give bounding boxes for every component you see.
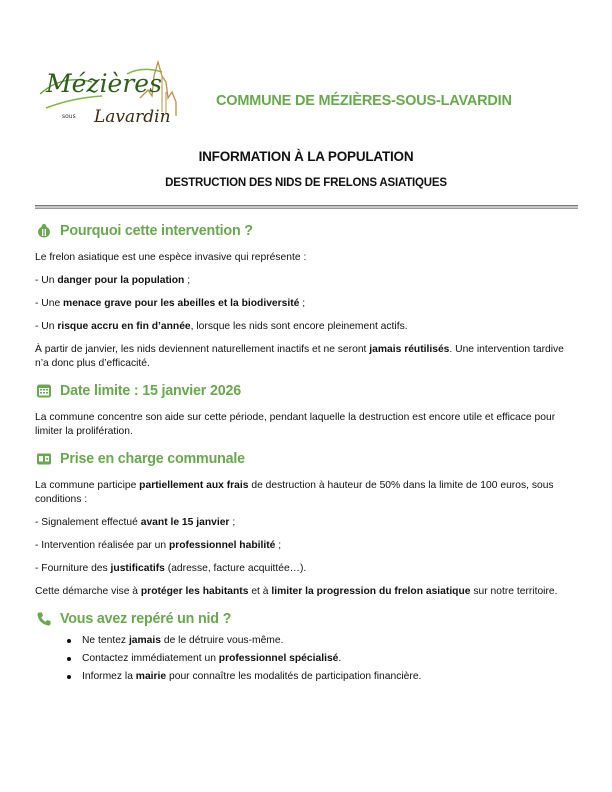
logo-graphic xyxy=(32,52,197,130)
separator xyxy=(35,205,578,209)
phone-icon xyxy=(35,611,52,628)
list-item: Informez la mairie pour connaître les modalités de participation financière. xyxy=(67,670,580,684)
list-item: Contactez immédiatement un professionnel spécialisé. xyxy=(67,652,580,666)
list-item: - Signalement effectué avant le 15 janvier ; xyxy=(35,517,236,528)
section-heading-deadline: Date limite : 15 janvier 2026 xyxy=(35,380,580,402)
page-title: INFORMATION À LA POPULATION xyxy=(198,149,414,164)
list-item: Ne tentez jamais de le détruire vous-même. xyxy=(67,634,580,648)
hornet-icon xyxy=(35,223,52,240)
paragraph: Le frelon asiatique est une espèce invasive qui représente : xyxy=(35,252,307,263)
section-heading-why: Pourquoi cette intervention ? xyxy=(35,220,580,242)
document-body xyxy=(35,220,580,688)
svg-text:Mézières: Mézières xyxy=(46,69,162,98)
commune-name: COMMUNE DE MÉZIÈRES-SOUS-LAVARDIN xyxy=(216,93,512,109)
list-item: - Fourniture des justificatifs (adresse, facture acquittée…). xyxy=(35,563,307,574)
list-item: - Intervention réalisée par un professionnel habilité ; xyxy=(35,540,282,551)
section-heading-found-nest: Vous avez repéré un nid ? xyxy=(35,608,580,630)
list-item: - Un danger pour la population ; xyxy=(35,275,191,286)
list-item: - Une menace grave pour les abeilles et la biodiversité ; xyxy=(35,298,306,309)
paragraph: La commune concentre son aide sur cette période, pendant laquelle la destruction est encore utile et efficace pour limiter la prolifération. xyxy=(35,412,556,437)
paragraph: À partir de janvier, les nids deviennent naturellement inactifs et ne seront jamais réutilisés. Une intervention tardive n’a donc plus d’efficacité. xyxy=(35,344,564,369)
advice-list xyxy=(35,634,580,684)
page-subtitle: DESTRUCTION DES NIDS DE FRELONS ASIATIQUES xyxy=(165,177,447,189)
svg-text:sous: sous xyxy=(62,113,76,120)
calendar-icon xyxy=(35,383,52,400)
commune-logo xyxy=(32,52,197,130)
list-item: - Un risque accru en fin d’année, lorsque les nids sont encore pleinement actifs. xyxy=(35,321,408,332)
svg-text:Lavardin: Lavardin xyxy=(94,107,171,127)
paragraph: La commune participe partiellement aux frais de destruction à hauteur de 50% dans la limite de 100 euros, sous conditions : xyxy=(35,480,554,505)
paragraph: Cette démarche vise à protéger les habitants et à limiter la progression du frelon asiatique sur notre territoire. xyxy=(35,586,558,597)
wallet-icon xyxy=(35,451,52,468)
section-heading-funding: Prise en charge communale xyxy=(35,448,580,470)
